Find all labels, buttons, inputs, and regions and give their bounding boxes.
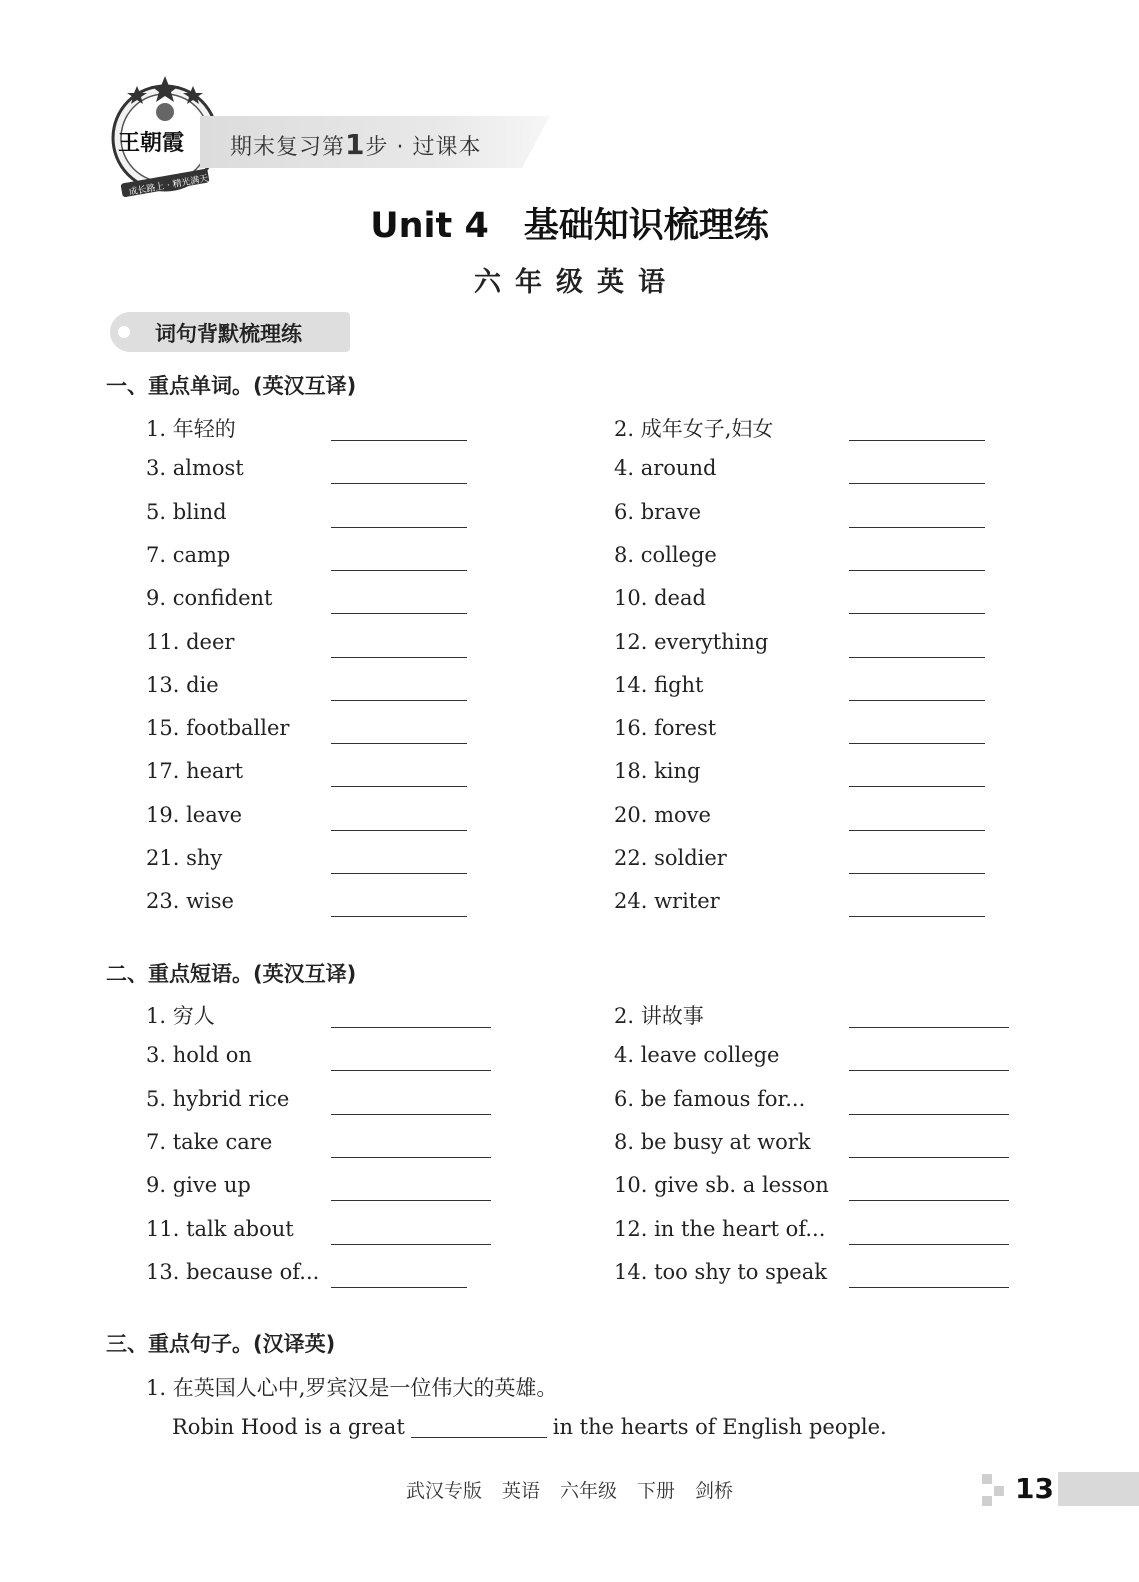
- phrase-item: 9. give up: [146, 1173, 251, 1198]
- word-item: 14. fight: [614, 672, 704, 697]
- phrase-answer-blank[interactable]: [849, 1114, 1009, 1115]
- phrase-answer-blank[interactable]: [331, 1244, 491, 1245]
- word-item: 1. 年轻的: [146, 417, 236, 441]
- phrase-item: 3. hold on: [146, 1043, 252, 1068]
- phrase-item: 5. hybrid rice: [146, 1086, 290, 1111]
- word-item: 3. almost: [146, 456, 244, 481]
- word-answer-blank[interactable]: [331, 786, 467, 787]
- page-number-bar: [1058, 1472, 1139, 1506]
- tag-dot: [118, 326, 130, 338]
- page-subtitle: 六年级英语: [474, 267, 679, 298]
- phrase-answer-blank[interactable]: [849, 1244, 1009, 1245]
- word-item: 9. confident: [146, 586, 273, 611]
- word-answer-blank[interactable]: [331, 613, 467, 614]
- page-deco: [982, 1474, 992, 1484]
- word-answer-blank[interactable]: [331, 743, 467, 744]
- logo-text: 王朝霞: [118, 130, 185, 156]
- phrase-item: 4. leave college: [614, 1043, 780, 1068]
- section-tag-label: 词句背默梳理练: [155, 322, 302, 346]
- word-item: 4. around: [614, 456, 717, 481]
- footer: 武汉专版 英语 六年级 下册 剑桥: [405, 1480, 734, 1502]
- phrase-item: 14. too shy to speak: [614, 1259, 827, 1284]
- phrase-item: 2. 讲故事: [614, 1004, 704, 1028]
- word-answer-blank[interactable]: [849, 657, 985, 658]
- word-item: 12. everything: [614, 629, 769, 654]
- word-item: 5. blind: [146, 499, 227, 524]
- word-answer-blank[interactable]: [849, 440, 985, 441]
- word-answer-blank[interactable]: [331, 440, 467, 441]
- phrase-item: 12. in the heart of...: [614, 1216, 826, 1241]
- word-item: 19. leave: [146, 802, 243, 827]
- word-answer-blank[interactable]: [331, 873, 467, 874]
- word-answer-blank[interactable]: [849, 613, 985, 614]
- word-answer-blank[interactable]: [331, 700, 467, 701]
- word-answer-blank[interactable]: [331, 657, 467, 658]
- word-item: 22. soldier: [614, 846, 727, 870]
- word-answer-blank[interactable]: [331, 916, 467, 917]
- word-answer-blank[interactable]: [849, 873, 985, 874]
- word-item: 2. 成年女子,妇女: [614, 417, 774, 441]
- logo-slogan: 成长路上 · 精光满天: [128, 174, 210, 198]
- word-item: 7. camp: [146, 542, 231, 567]
- phrase-answer-blank[interactable]: [331, 1287, 467, 1288]
- word-item: 10. dead: [614, 586, 706, 611]
- phrase-item: 6. be famous for...: [614, 1086, 806, 1111]
- word-answer-blank[interactable]: [331, 483, 467, 484]
- word-answer-blank[interactable]: [849, 527, 985, 528]
- phrase-answer-blank[interactable]: [331, 1027, 491, 1028]
- phrase-item: 13. because of...: [146, 1259, 320, 1284]
- phrase-item: 11. talk about: [146, 1216, 294, 1241]
- phrase-answer-blank[interactable]: [849, 1287, 1009, 1288]
- word-item: 6. brave: [614, 499, 702, 524]
- page-title: Unit 4 基础知识梳理练: [370, 206, 769, 246]
- word-answer-blank[interactable]: [849, 916, 985, 917]
- word-item: 24. writer: [614, 889, 720, 914]
- word-item: 13. die: [146, 672, 219, 697]
- word-answer-blank[interactable]: [849, 743, 985, 744]
- answer-blank[interactable]: [411, 1417, 547, 1438]
- word-item: 15. footballer: [146, 716, 290, 741]
- word-answer-blank[interactable]: [331, 830, 467, 831]
- phrase-answer-blank[interactable]: [331, 1114, 491, 1115]
- phrase-answer-blank[interactable]: [849, 1157, 1009, 1158]
- page-number: 13: [1015, 1472, 1054, 1505]
- word-answer-blank[interactable]: [849, 700, 985, 701]
- section1-heading: 一、重点单词。(英汉互译): [106, 374, 357, 398]
- word-answer-blank[interactable]: [331, 527, 467, 528]
- word-answer-blank[interactable]: [849, 570, 985, 571]
- page-deco: [982, 1496, 992, 1506]
- word-item: 11. deer: [146, 629, 235, 654]
- sentence-1-chinese: 1. 在英国人心中,罗宾汉是一位伟大的英雄。: [146, 1376, 558, 1400]
- word-answer-blank[interactable]: [849, 830, 985, 831]
- phrase-answer-blank[interactable]: [331, 1157, 491, 1158]
- sentence-1-english: Robin Hood is a great in the hearts of English people.: [172, 1415, 887, 1439]
- phrase-item: 8. be busy at work: [614, 1129, 811, 1154]
- phrase-answer-blank[interactable]: [849, 1200, 1009, 1201]
- word-item: 17. heart: [146, 759, 244, 784]
- phrase-item: 7. take care: [146, 1129, 273, 1154]
- section2-heading: 二、重点短语。(英汉互译): [106, 962, 357, 986]
- page-deco: [994, 1486, 1004, 1496]
- word-item: 16. forest: [614, 716, 717, 741]
- phrase-answer-blank[interactable]: [849, 1070, 1009, 1071]
- phrase-item: 1. 穷人: [146, 1004, 215, 1028]
- section3-heading: 三、重点句子。(汉译英): [106, 1332, 336, 1356]
- word-answer-blank[interactable]: [849, 786, 985, 787]
- word-answer-blank[interactable]: [849, 483, 985, 484]
- word-answer-blank[interactable]: [331, 570, 467, 571]
- banner-text: 期末复习第1步 · 过课本: [230, 128, 482, 161]
- phrase-item: 10. give sb. a lesson: [614, 1173, 829, 1198]
- phrase-answer-blank[interactable]: [331, 1200, 491, 1201]
- phrase-answer-blank[interactable]: [331, 1070, 491, 1071]
- phrase-answer-blank[interactable]: [849, 1027, 1009, 1028]
- word-item: 23. wise: [146, 889, 234, 914]
- word-item: 21. shy: [146, 846, 223, 870]
- word-item: 8. college: [614, 542, 717, 567]
- word-item: 20. move: [614, 802, 711, 827]
- word-item: 18. king: [614, 759, 701, 784]
